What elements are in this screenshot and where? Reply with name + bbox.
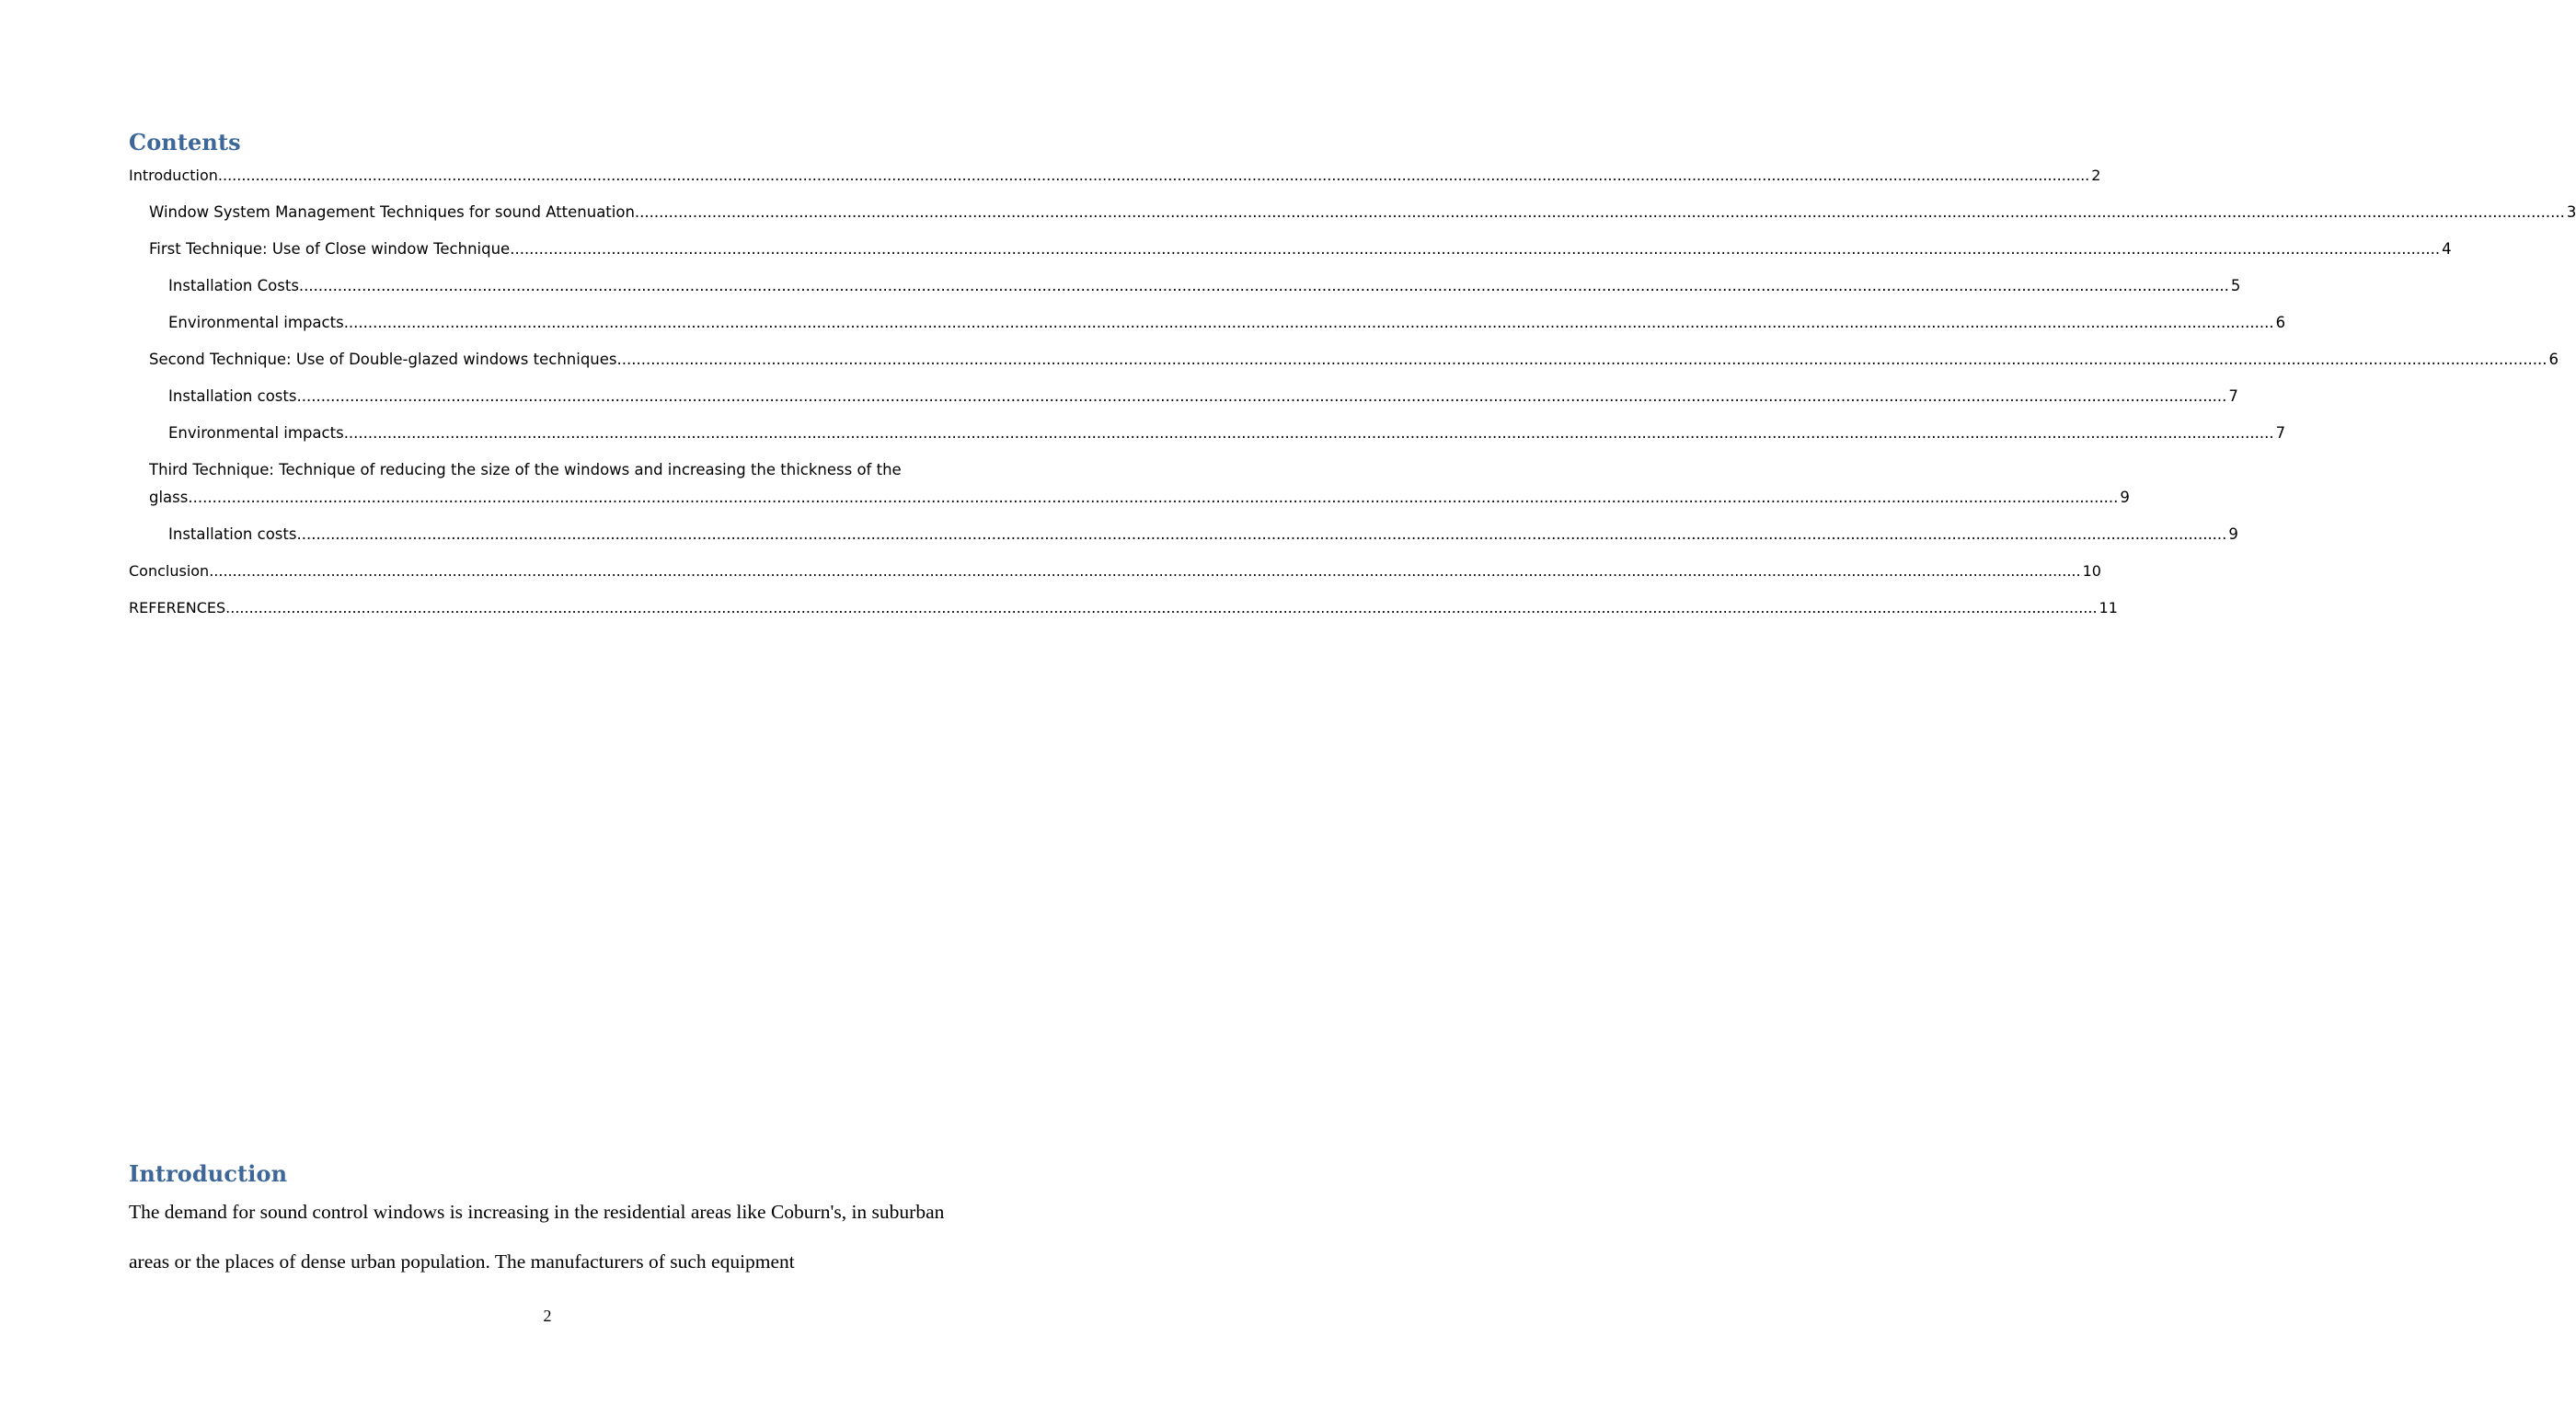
- toc-entry-installation-costs-1[interactable]: [129, 272, 2241, 300]
- toc-entry-environmental-impacts-1[interactable]: [129, 309, 2286, 337]
- toc-entry-environmental-impacts-2[interactable]: [129, 420, 2286, 447]
- toc-entry-page: 9: [2228, 525, 2238, 543]
- toc-leader-dots: ................................................................................................................................................................................................................................................................................................................................................................................................................: [298, 277, 2229, 294]
- toc-entry-conclusion[interactable]: [129, 558, 2101, 585]
- toc-entry-title-line1: Third Technique: Technique of reducing the size of the windows and increasing the thickness of the: [149, 461, 902, 478]
- toc-entry-first-technique[interactable]: [129, 236, 2452, 263]
- toc-leader-dots: ................................................................................................................................................................................................................................................................................................................................................................................................................: [217, 167, 2090, 184]
- toc-entry-page: 2: [2091, 167, 2101, 184]
- toc-entry-title-line2: glass: [149, 489, 189, 506]
- toc-entry-installation-costs-3[interactable]: [129, 521, 2238, 548]
- toc-leader-dots: ................................................................................................................................................................................................................................................................................................................................................................................................................: [188, 489, 2119, 506]
- toc-leader-dots: ................................................................................................................................................................................................................................................................................................................................................................................................................: [634, 203, 2565, 221]
- toc-leader-dots: ................................................................................................................................................................................................................................................................................................................................................................................................................: [296, 525, 2227, 543]
- toc-entry-page: 6: [2275, 314, 2286, 331]
- toc-leader-dots: ................................................................................................................................................................................................................................................................................................................................................................................................................: [296, 387, 2227, 405]
- toc-entry-title: First Technique: Use of Close window Technique: [149, 240, 511, 258]
- toc-entry-title: Second Technique: Use of Double-glazed windows techniques: [149, 351, 617, 368]
- toc-entry-title: REFERENCES: [129, 599, 226, 616]
- toc-entry-page: 9: [2120, 489, 2130, 506]
- toc-entry-references[interactable]: [129, 594, 2118, 622]
- toc-entry-installation-costs-2[interactable]: [129, 383, 2238, 410]
- toc-leader-dots: ................................................................................................................................................................................................................................................................................................................................................................................................................: [616, 351, 2547, 368]
- toc-entry-title: Introduction: [129, 167, 218, 184]
- toc-entry-page: 7: [2228, 387, 2238, 405]
- toc-leader-dots: ................................................................................................................................................................................................................................................................................................................................................................................................................: [343, 314, 2274, 331]
- introduction-heading: Introduction: [129, 1160, 288, 1187]
- toc-entry-title: Installation costs: [168, 525, 297, 543]
- introduction-paragraph: The demand for sound control windows is increasing in the residential areas like Coburn's, in suburban areas or the places of dense urban population. The manufacturers of such equipment: [129, 1201, 945, 1273]
- toc-entry-page: 7: [2275, 424, 2286, 442]
- toc-entry-title: Environmental impacts: [168, 424, 344, 442]
- toc-entry-title: Conclusion: [129, 562, 210, 580]
- toc-leader-dots: ................................................................................................................................................................................................................................................................................................................................................................................................................: [225, 599, 2098, 616]
- toc-entry-title: Installation costs: [168, 387, 297, 405]
- toc-entry-page: 11: [2099, 599, 2118, 616]
- toc-leader-dots: ................................................................................................................................................................................................................................................................................................................................................................................................................: [209, 562, 2081, 580]
- toc-entry-title: Environmental impacts: [168, 314, 344, 331]
- toc-entry-third-technique[interactable]: [129, 456, 2130, 512]
- toc-entry-title: Window System Management Techniques for sound Attenuation: [149, 203, 635, 221]
- page-number: 2: [543, 1307, 552, 1325]
- toc-heading: Contents: [129, 129, 241, 156]
- toc-entry-second-technique[interactable]: [129, 346, 2559, 374]
- toc-entry-introduction[interactable]: [129, 162, 2101, 190]
- toc-entry-page: 6: [2548, 351, 2559, 368]
- toc-entry-title: Installation Costs: [168, 277, 299, 294]
- toc-leader-dots: ................................................................................................................................................................................................................................................................................................................................................................................................................: [343, 424, 2274, 442]
- toc-leader-dots: ................................................................................................................................................................................................................................................................................................................................................................................................................: [510, 240, 2441, 258]
- toc-entry-page: 10: [2082, 562, 2101, 580]
- toc-entry-page: 4: [2442, 240, 2452, 258]
- toc-entry-page: 3: [2566, 203, 2576, 221]
- toc-entry-page: 5: [2230, 277, 2241, 294]
- table-of-contents: [129, 162, 2576, 631]
- toc-entry-window-system[interactable]: [129, 199, 2576, 226]
